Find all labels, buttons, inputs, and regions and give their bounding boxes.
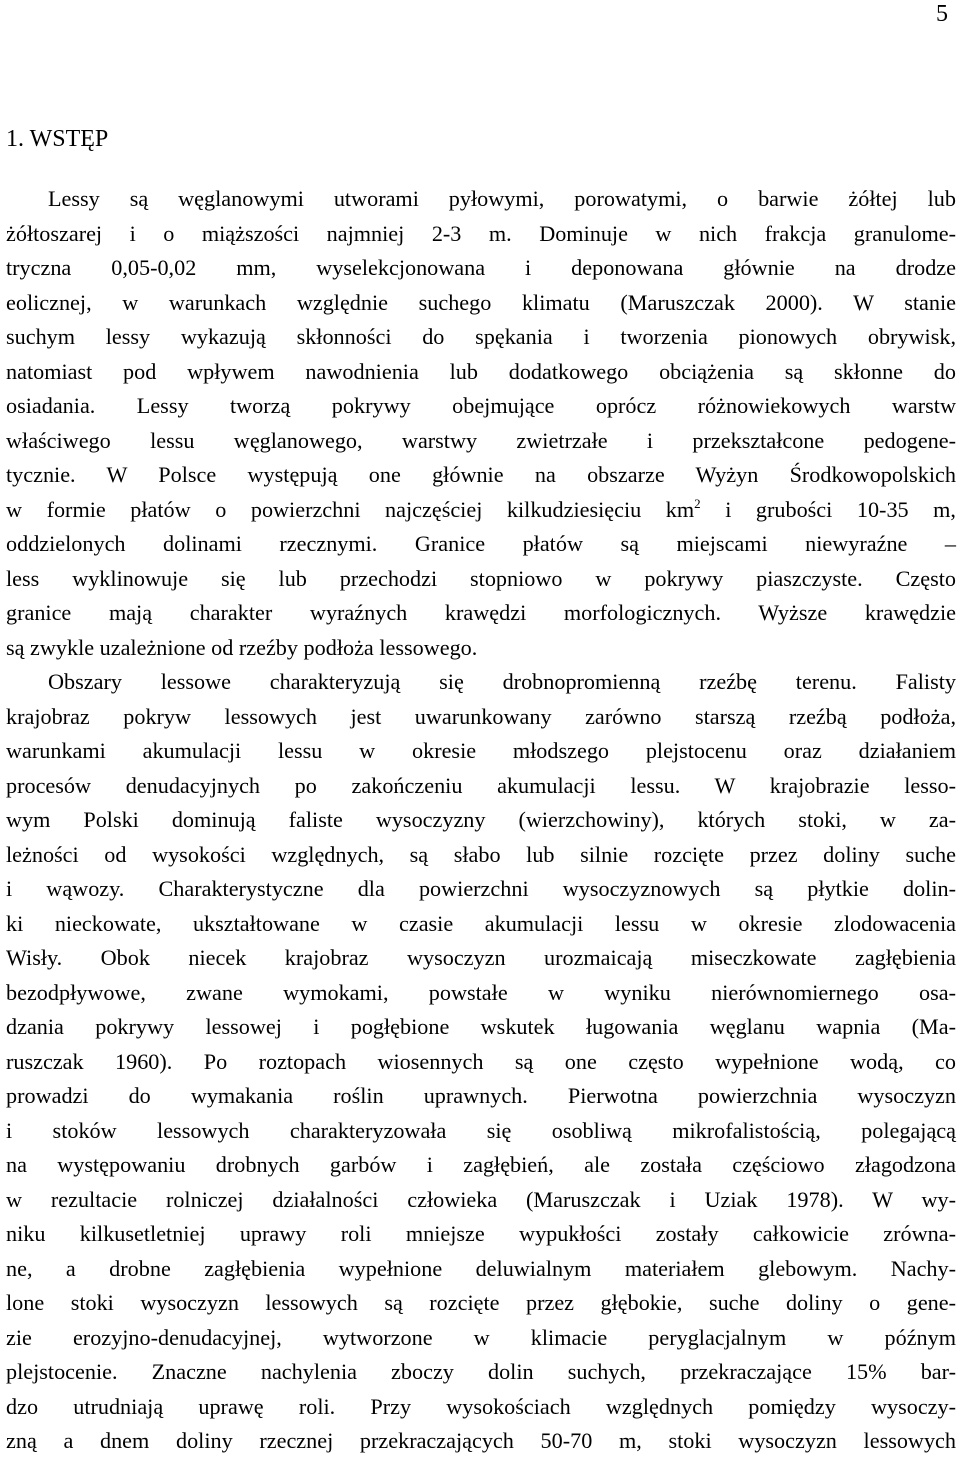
text-line: i wąwozy. Charakterystyczne dla powierzchni wysoczyznowych są płytkie dolin-	[6, 876, 956, 901]
text-line: bezodpływowe, zwane wymokami, powstałe w wyniku nierównomiernego osa-	[6, 979, 956, 1005]
page-number: 5	[936, 1, 948, 27]
text-line: granice mają charakter wyraźnych krawędzi morfologicznych. Wyższe krawędzie	[6, 600, 956, 625]
text-line: eolicznej, w warunkach względnie suchego klimatu (Maruszczak 2000). W stanie	[6, 289, 956, 315]
text-line-with-superscript	[6, 493, 956, 528]
text-line: less wyklinowuje się lub przechodzi stopniowo w pokrywy piaszczyste. Często	[6, 565, 956, 591]
text-line: plejstocenie. Znaczne nachylenia zboczy dolin suchych, przekraczające 15% bar-	[6, 1359, 956, 1384]
text-line: i stoków lessowych charakteryzowała się osobliwą mikrofalistością, polegającą	[6, 1117, 956, 1143]
text-segment: w formie płatów o powierzchni najczęściej kilkudziesięciu km	[6, 496, 695, 522]
text-line: zie erozyjno-denudacyjnej, wytworzone w klimacie peryglacjalnym w późnym	[6, 1324, 956, 1350]
paragraph-2	[6, 665, 956, 1459]
text-line: są zwykle uzależnione od rzeźby podłoża lessowego.	[6, 634, 478, 660]
text-line: osiadania. Lessy tworzą pokrywy obejmujące oprócz różnowiekowych warstw	[6, 393, 956, 418]
text-line: suchym lessy wykazują skłonności do spękania i tworzenia pionowych obrywisk,	[6, 324, 956, 349]
paragraph-1	[6, 182, 956, 665]
text-line: ki nieckowate, ukształtowane w czasie akumulacji lessu w okresie zlodowacenia	[6, 910, 956, 936]
text-line: ruszczak 1960). Po roztopach wiosennych są one często wypełnione wodą, co	[6, 1048, 956, 1074]
text-line: leżności od wysokości względnych, są słabo lub silnie rozcięte przez doliny suche	[6, 841, 956, 867]
text-line: dzo utrudniają uprawę roli. Przy wysokościach względnych pomiędzy wysoczy-	[6, 1393, 956, 1419]
body-text	[6, 182, 956, 1459]
text-line: w rezultacie rolniczej działalności człowieka (Maruszczak i Uziak 1978). W wy-	[6, 1186, 956, 1212]
text-line: dzania pokrywy lessowej i pogłębione wskutek ługowania węglanu wapnia (Ma-	[6, 1014, 956, 1039]
superscript: 2	[694, 495, 701, 511]
text-line: natomiast pod wpływem nawodnienia lub dodatkowego obciążenia są skłonne do	[6, 358, 956, 384]
text-line: żółtoszarej i o miąższości najmniej 2-3 m. Dominuje w nich frakcja granulome-	[6, 220, 956, 246]
text-line: Lessy są węglanowymi utworami pyłowymi, porowatymi, o barwie żółtej lub	[48, 186, 956, 211]
text-line: lone stoki wysoczyzn lessowych są rozcięte przez głębokie, suche doliny o gene-	[6, 1290, 956, 1315]
text-line: właściwego lessu węglanowego, warstwy zwietrzałe i przekształcone pedogene-	[6, 427, 956, 453]
section-heading: 1. WSTĘP	[6, 126, 109, 152]
text-line: procesów denudacyjnych po zakończeniu akumulacji lessu. W krajobrazie lesso-	[6, 772, 956, 798]
text-line: warunkami akumulacji lessu w okresie młodszego plejstocenu oraz działaniem	[6, 738, 956, 763]
text-line: na występowaniu drobnych garbów i zagłębień, ale została częściowo złagodzona	[6, 1152, 956, 1177]
text-line: wym Polski dominują faliste wysoczyzny (wierzchowiny), których stoki, w za-	[6, 807, 956, 832]
text-line: krajobraz pokryw lessowych jest uwarunkowany zarówno starszą rzeźbą podłoża,	[6, 703, 956, 729]
text-line: prowadzi do wymakania roślin uprawnych. Pierwotna powierzchnia wysoczyzn	[6, 1083, 956, 1108]
text-line: niku kilkusetletniej uprawy roli mniejsze wypukłości zostały całkowicie zrówna-	[6, 1221, 956, 1246]
text-line: ne, a drobne zagłębienia wypełnione deluwialnym materiałem glebowym. Nachy-	[6, 1255, 956, 1281]
text-line: tycznie. W Polsce występują one głównie na obszarze Wyżyn Środkowopolskich	[6, 462, 956, 487]
text-line: Obszary lessowe charakteryzują się drobnopromienną rzeźbę terenu. Falisty	[48, 669, 956, 694]
text-segment: i grubości 10-35 m,	[700, 496, 956, 522]
text-line: oddzielonych dolinami rzecznymi. Granice płatów są miejscami niewyraźne –	[6, 531, 956, 556]
text-line: tryczna 0,05-0,02 mm, wyselekcjonowana i deponowana głównie na drodze	[6, 255, 956, 280]
text-line: Wisły. Obok niecek krajobraz wysoczyzn urozmaicają miseczkowate zagłębienia	[6, 945, 956, 970]
text-line: zną a dnem doliny rzecznej przekraczających 50-70 m, stoki wysoczyzn lessowych	[6, 1428, 956, 1453]
